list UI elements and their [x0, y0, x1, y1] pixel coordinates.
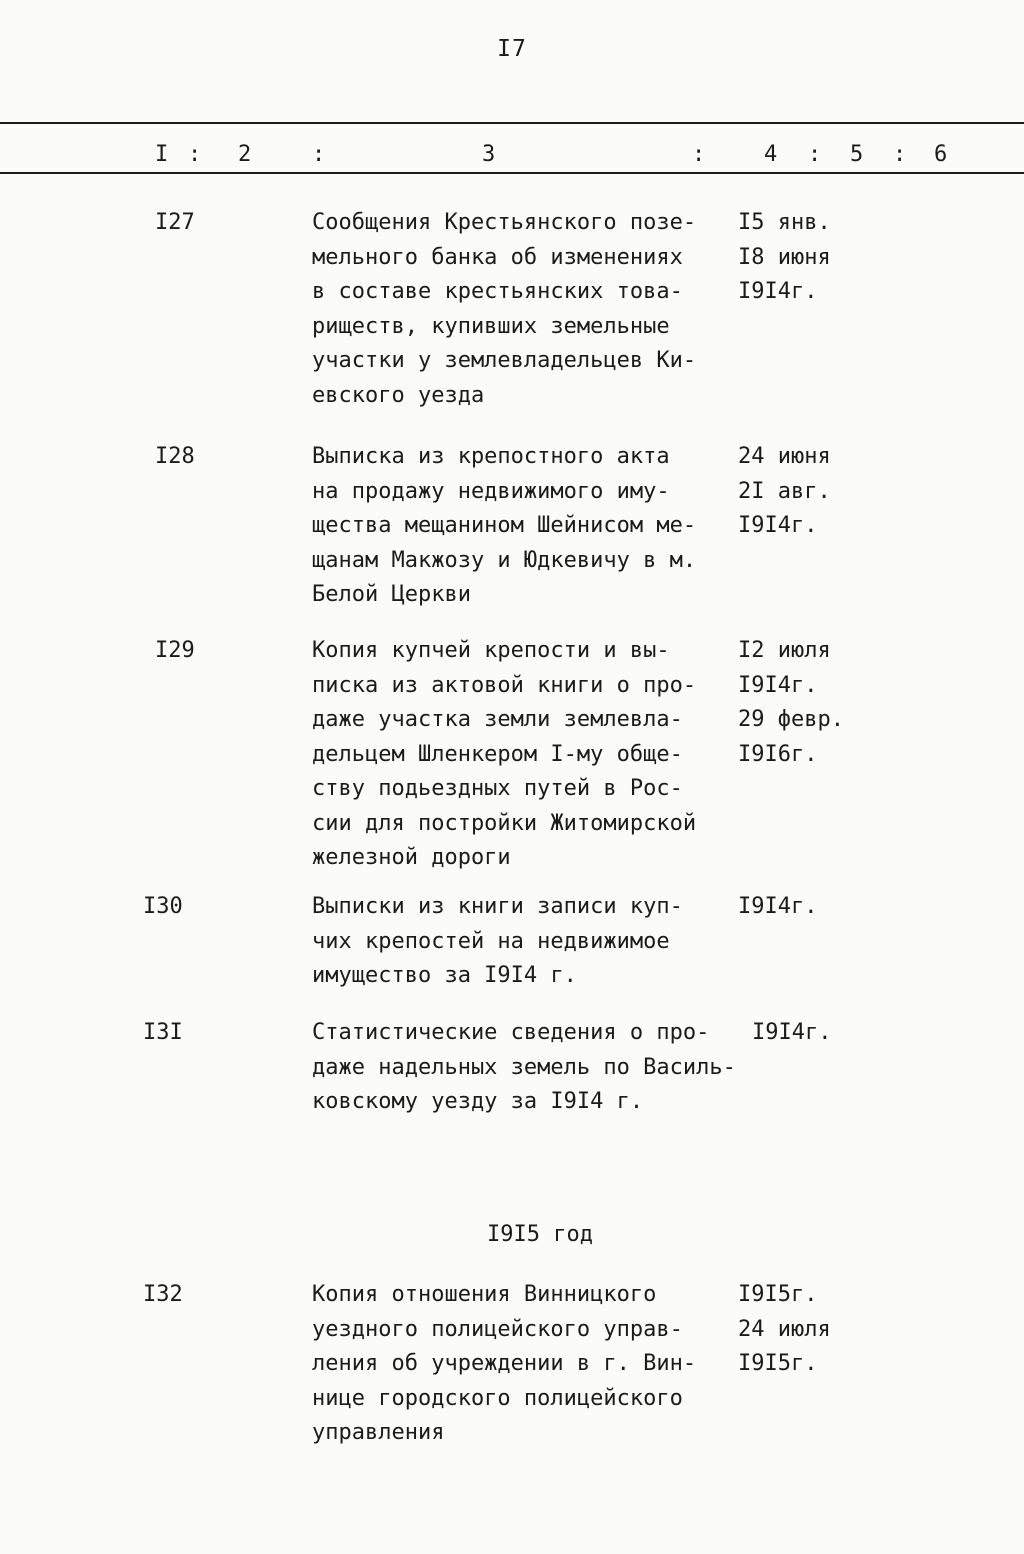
date-line: I9I4г.: [738, 894, 818, 919]
description-line: даже участка земли землевла-: [312, 707, 683, 732]
description-line: риществ, купивших земельные: [312, 313, 670, 339]
entry-description: [312, 440, 732, 613]
description-line: управления: [312, 1420, 445, 1445]
entry-dates: [738, 1278, 868, 1382]
entry-number: I30: [143, 894, 183, 919]
entry-number: I3I: [143, 1020, 183, 1045]
column-header-2: 2: [238, 142, 252, 167]
entry-dates: [738, 206, 868, 310]
description-line: нице городского полицейского: [312, 1385, 683, 1411]
header-top-rule: [0, 122, 1024, 124]
date-line: I9I5г.: [738, 1351, 818, 1376]
description-line: в составе крестьянских това-: [312, 279, 683, 304]
column-header-1: I: [155, 142, 169, 167]
description-line: писка из актовой книги о про-: [312, 672, 697, 698]
date-line: I9I4г.: [738, 672, 818, 698]
description-line: Выписки из книги записи куп-: [312, 894, 683, 919]
date-line: 29 февр.: [738, 707, 844, 732]
date-line: I2 июля: [738, 638, 831, 663]
entry-number: I32: [143, 1282, 183, 1307]
description-line: щанам Макжозу и Юдкевичу в м.: [312, 547, 697, 573]
description-line: уездного полицейского управ-: [312, 1316, 683, 1342]
entry-description: [312, 634, 732, 876]
entry-description: [312, 1016, 736, 1120]
column-separator: :: [692, 142, 706, 167]
column-separator: :: [893, 142, 907, 167]
description-line: сии для постройки Житомирской: [312, 810, 697, 836]
description-line: железной дороги: [312, 845, 511, 870]
description-line: Копия купчей крепости и вы-: [312, 638, 670, 663]
date-line: I9I4г.: [738, 513, 818, 538]
entry-number: I27: [155, 210, 195, 235]
description-line: Выписка из крепостного акта: [312, 444, 670, 469]
entry-dates: [738, 440, 868, 544]
description-line: Копия отношения Винницкого: [312, 1282, 657, 1307]
column-header-6: 6: [934, 142, 948, 167]
description-line: даже надельных земель по Василь-: [312, 1054, 736, 1080]
date-line: I5 янв.: [738, 210, 831, 235]
column-separator: :: [188, 142, 202, 167]
description-line: Статистические сведения о про-: [312, 1020, 710, 1045]
description-line: Сообщения Крестьянского позе-: [312, 210, 697, 235]
entry-dates: [738, 634, 868, 772]
entry-number: I28: [155, 444, 195, 469]
column-separator: :: [312, 142, 326, 167]
page-number: I7: [497, 36, 527, 62]
entry-dates: [738, 890, 868, 925]
date-line: I9I6г.: [738, 741, 818, 767]
description-line: участки у землевладельцев Ки-: [312, 348, 697, 373]
description-line: мельного банка об изменениях: [312, 244, 683, 270]
column-header-5: 5: [850, 142, 864, 167]
entry-description: [312, 1278, 732, 1451]
description-line: ству подьездных путей в Рос-: [312, 776, 683, 801]
date-line: I9I4г.: [738, 279, 818, 304]
description-line: Белой Церкви: [312, 582, 471, 607]
date-line: 24 июня: [738, 444, 831, 469]
column-separator: :: [808, 142, 822, 167]
entry-dates: [752, 1016, 882, 1051]
description-line: чих крепостей на недвижимое: [312, 928, 670, 954]
description-line: ления об учреждении в г. Вин-: [312, 1351, 697, 1376]
description-line: на продажу недвижимого иму-: [312, 478, 670, 504]
description-line: щества мещанином Шейнисом ме-: [312, 513, 697, 538]
description-line: евского уезда: [312, 382, 485, 408]
section-heading-year: I9I5 год: [487, 1222, 593, 1247]
entry-number: I29: [155, 638, 195, 663]
date-line: 2I авг.: [738, 478, 831, 504]
column-header-4: 4: [764, 142, 778, 167]
entry-description: [312, 206, 732, 413]
date-line: I9I5г.: [738, 1282, 818, 1307]
header-bottom-rule: [0, 172, 1024, 174]
column-header-3: 3: [482, 142, 496, 167]
date-line: I8 июня: [738, 244, 831, 270]
entry-description: [312, 890, 732, 994]
date-line: 24 июля: [738, 1316, 831, 1342]
date-line: I9I4г.: [752, 1020, 832, 1045]
description-line: имущество за I9I4 г.: [312, 963, 577, 988]
description-line: ковскому уезду за I9I4 г.: [312, 1089, 644, 1114]
description-line: дельцем Шленкером I-му обще-: [312, 741, 683, 767]
